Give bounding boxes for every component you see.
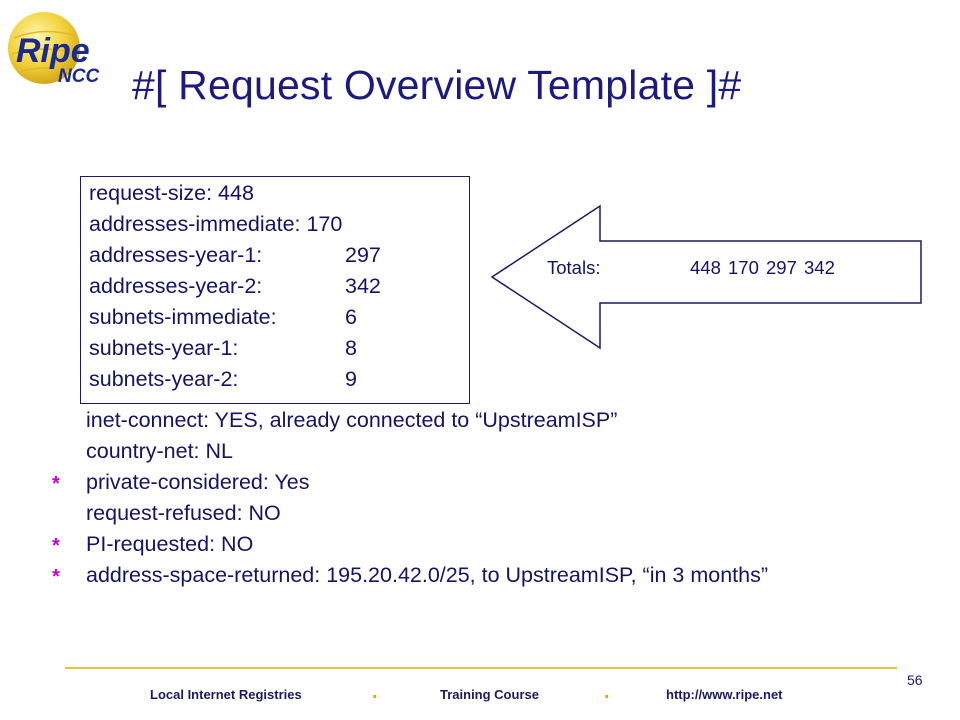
request-field [89, 365, 357, 394]
svg-text:Ripe: Ripe [16, 32, 90, 70]
asterisk-bullet-icon: * [52, 566, 60, 588]
request-field-label: addresses-immediate: 170 [89, 212, 343, 236]
request-field-label: subnets-immediate: [89, 305, 277, 329]
template-field-line: request-refused: NO [86, 501, 281, 525]
request-field [89, 179, 254, 208]
footer-right[interactable]: http://www.ripe.net [666, 687, 783, 702]
footer-separator-2: . [604, 681, 610, 703]
totals-label: Totals: [547, 257, 601, 278]
request-field-value: 8 [345, 336, 357, 360]
request-field-value: 342 [345, 274, 381, 298]
request-field-label: request-size: 448 [89, 181, 254, 205]
request-field-label: subnets-year-1: [89, 336, 239, 360]
template-field-line: private-considered: Yes [86, 470, 310, 494]
request-field-value: 6 [345, 305, 357, 329]
ripe-globe-icon [6, 6, 118, 94]
template-field-line: address-space-returned: 195.20.42.0/25, to UpstreamISP, “in 3 months” [86, 563, 769, 587]
request-field [89, 210, 342, 239]
request-field [89, 272, 381, 301]
request-field [89, 334, 357, 363]
template-field-line: PI-requested: NO [86, 532, 254, 556]
footer-left: Local Internet Registries [150, 687, 302, 702]
template-field-line: country-net: NL [86, 439, 233, 463]
totals-values: 448 170 297 342 [690, 257, 835, 278]
request-field-value: 297 [345, 243, 381, 267]
ripe-ncc-logo [6, 6, 118, 94]
asterisk-bullet-icon: * [52, 473, 60, 495]
asterisk-bullet-icon: * [52, 535, 60, 557]
footer-rule [65, 667, 897, 669]
request-field-label: addresses-year-1: [89, 243, 263, 267]
footer-middle: Training Course [440, 687, 539, 702]
request-field-label: addresses-year-2: [89, 274, 263, 298]
footer-separator-1: . [372, 681, 378, 703]
request-field [89, 303, 357, 332]
request-field-value: 9 [345, 367, 357, 391]
slide-title: #[ Request Overview Template ]# [132, 62, 742, 108]
svg-text:NCC: NCC [58, 66, 100, 87]
request-field [89, 241, 381, 270]
request-field-label: subnets-year-2: [89, 367, 239, 391]
template-field-line: inet-connect: YES, already connected to “UpstreamISP” [86, 408, 618, 432]
page-number: 56 [907, 672, 923, 688]
